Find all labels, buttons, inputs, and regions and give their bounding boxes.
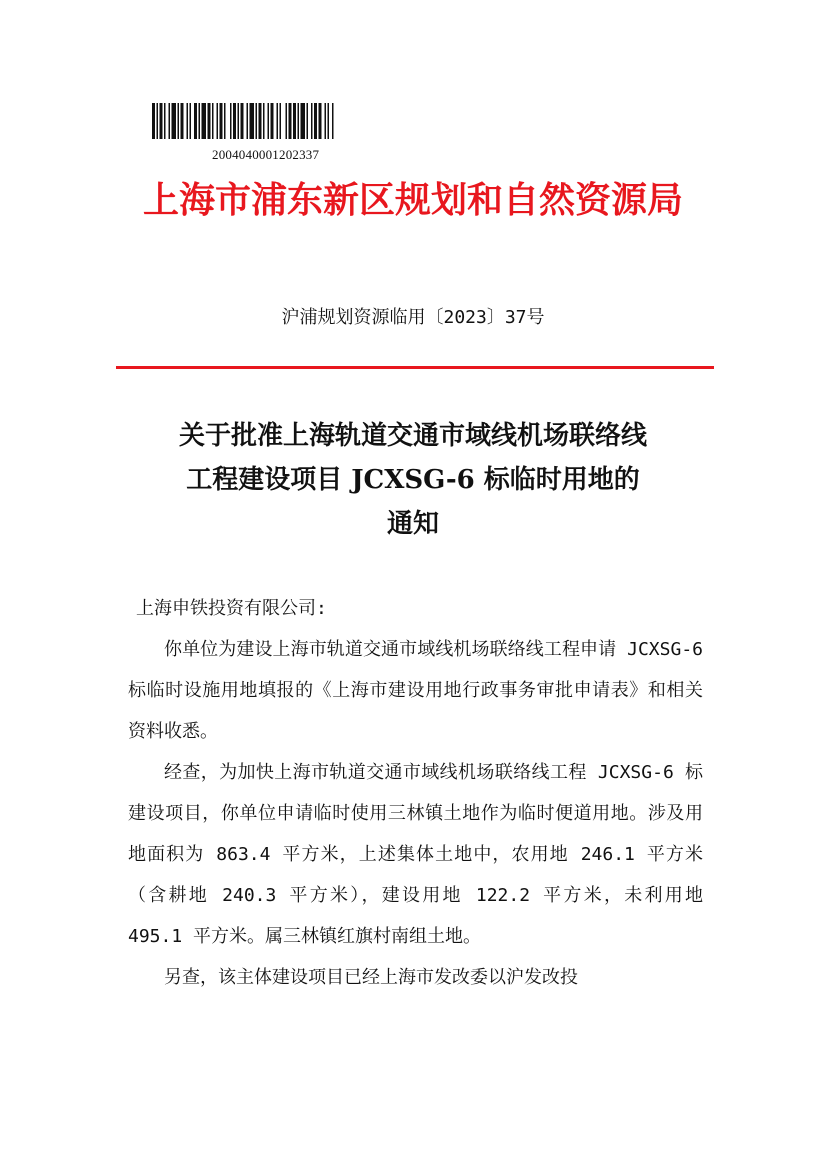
barcode-bar <box>172 103 177 139</box>
barcode-bar <box>280 103 282 139</box>
barcode-bar <box>328 103 330 139</box>
issuing-organization: 上海市浦东新区规划和自然资源局 <box>142 180 683 221</box>
barcode-bar <box>164 103 166 139</box>
barcode-bar <box>277 103 279 139</box>
barcode-bar <box>268 103 270 139</box>
barcode-bar <box>259 103 262 139</box>
paragraph-application: 你单位为建设上海市轨道交通市域线机场联络线工程申请 JCXSG-6 标临时设施用地填报的《上海市建设用地行政事务审批申请表》和相关资料收悉。 <box>128 639 703 742</box>
title-line-1: 关于批准上海轨道交通市域线机场联络线 <box>178 421 647 451</box>
barcode-bar <box>311 103 313 139</box>
barcode-bar <box>250 103 255 139</box>
barcode-bar <box>319 103 322 139</box>
barcode-bar <box>212 103 214 139</box>
barcode-bar <box>230 103 232 139</box>
addressee: 上海申铁投资有限公司: <box>136 598 327 619</box>
barcode-bar <box>271 103 274 139</box>
barcode-bar <box>301 103 306 139</box>
barcode-bar <box>224 103 226 139</box>
barcode-number: 2004040001202337 <box>212 147 320 162</box>
barcode-bar <box>217 103 219 139</box>
barcode-bar <box>178 103 180 139</box>
barcode-bar <box>289 103 292 139</box>
red-divider-line <box>116 366 714 369</box>
title-line-3: 通知 <box>386 509 439 539</box>
barcode-bar <box>169 103 171 139</box>
barcode-bar <box>263 103 265 139</box>
barcode-bar <box>247 103 249 139</box>
barcode-bar <box>286 103 288 139</box>
barcode-bar <box>233 103 236 139</box>
barcode-bar <box>202 103 207 139</box>
title-line-2: 工程建设项目 JCXSG-6 标临时用地的 <box>186 465 640 495</box>
barcode-bar <box>241 103 244 139</box>
barcode-bar <box>256 103 258 139</box>
barcode-bar <box>160 103 163 139</box>
barcode-bar <box>181 103 184 139</box>
barcode-bar <box>307 103 309 139</box>
paragraph-review: 经查，为加快上海市轨道交通市域线机场联络线工程 JCXSG-6 标建设项目，你单位申请临时使用三林镇土地作为临时便道用地。涉及用地面积为 863.4 平方米，上述集体土地中，农用地 246.1 平方米（含耕地 240.3 平方米），建设用地 122.2 平方米，未利用地 495.1 平方米。属三林镇红旗村南组土地。 <box>128 762 703 947</box>
barcode-bar <box>325 103 327 139</box>
document-title <box>110 414 716 546</box>
paragraph-further-review: 另查，该主体建设项目已经上海市发改委以沪发改投 <box>164 967 578 988</box>
document-number: 沪浦规划资源临用〔2023〕37号 <box>281 307 545 328</box>
barcode-bar <box>314 103 317 139</box>
barcode <box>152 103 410 139</box>
barcode-bar <box>199 103 201 139</box>
barcode-bar <box>194 103 197 139</box>
barcode-bar <box>208 103 211 139</box>
barcode-bar <box>238 103 240 139</box>
barcode-bar <box>220 103 223 139</box>
barcode-bar <box>152 103 155 139</box>
barcode-bar <box>157 103 159 139</box>
barcode-bar <box>293 103 296 139</box>
barcode-bar <box>332 103 334 139</box>
barcode-bar <box>298 103 300 139</box>
barcode-bar <box>187 103 189 139</box>
barcode-bar <box>190 103 192 139</box>
document-body <box>128 588 703 998</box>
